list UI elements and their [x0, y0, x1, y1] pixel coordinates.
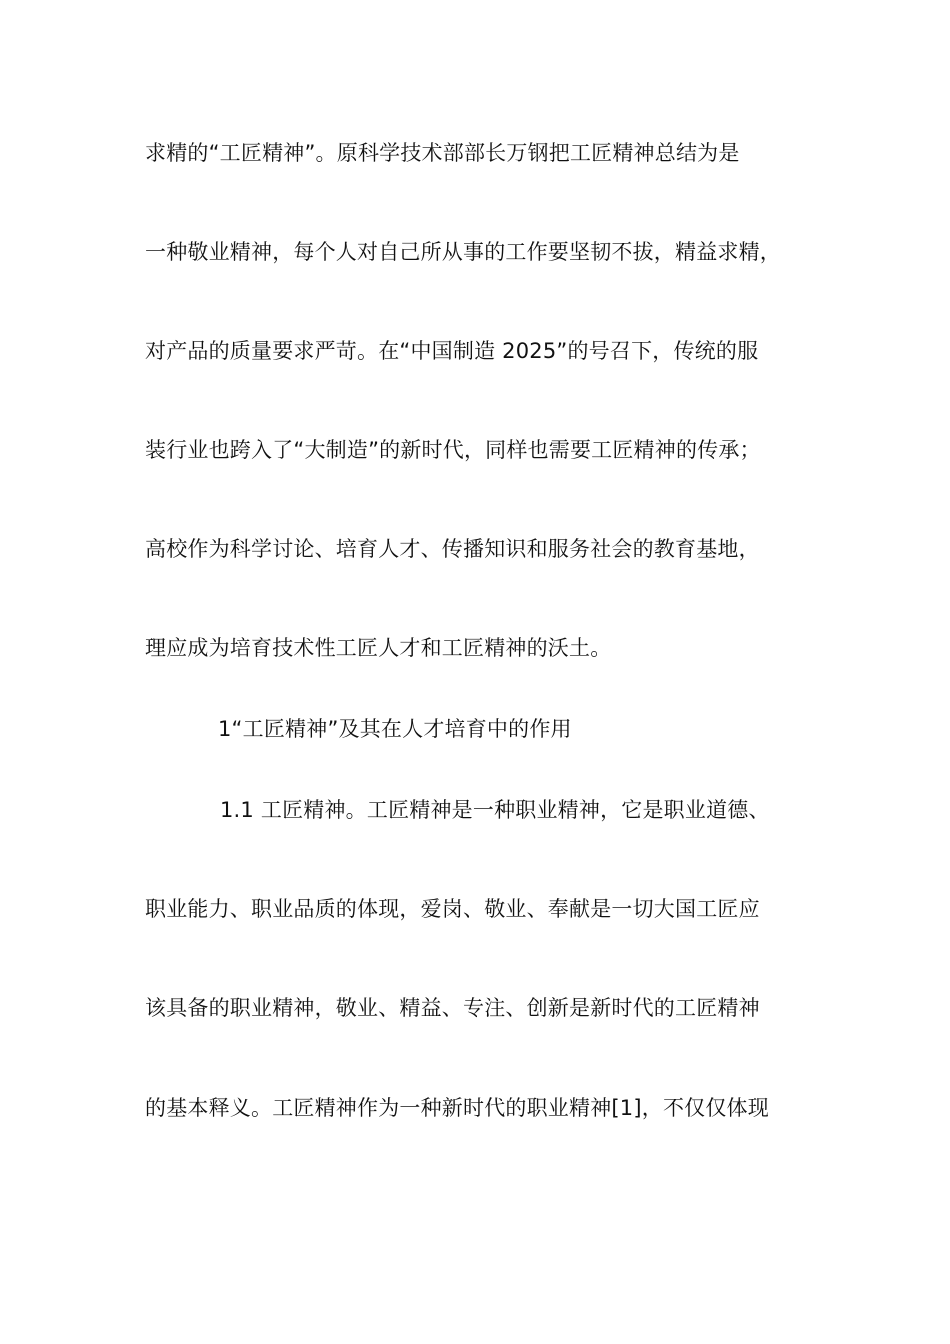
paragraph-line: 高校作为科学讨论、培育人才、传播知识和服务社会的教育基地， [145, 537, 760, 561]
paragraph-line: 一种敬业精神，每个人对自己所从事的工作要坚韧不拔，精益求精， [145, 240, 781, 264]
paragraph-line: 装行业也跨入了“大制造”的新时代，同样也需要工匠精神的传承； [145, 438, 761, 462]
paragraph-line: 职业能力、职业品质的体现，爱岗、敬业、奉献是一切大国工匠应 [145, 897, 760, 921]
paragraph-line: 求精的“工匠精神”。原科学技术部部长万钢把工匠精神总结为是 [145, 141, 740, 165]
paragraph-line: 的基本释义。工匠精神作为一种新时代的职业精神[1]，不仅仅体现 [145, 1096, 769, 1120]
paragraph-line: 理应成为培育技术性工匠人才和工匠精神的沃土。 [145, 636, 612, 660]
subsection-first-line: 1.1 工匠精神。工匠精神是一种职业精神，它是职业道德、 [220, 798, 770, 822]
paragraph-line: 对产品的质量要求严苛。在“中国制造 2025”的号召下，传统的服 [145, 339, 759, 363]
section-heading: 1“工匠精神”及其在人才培育中的作用 [218, 717, 572, 741]
paragraph-line: 该具备的职业精神，敬业、精益、专注、创新是新时代的工匠精神 [145, 996, 760, 1020]
